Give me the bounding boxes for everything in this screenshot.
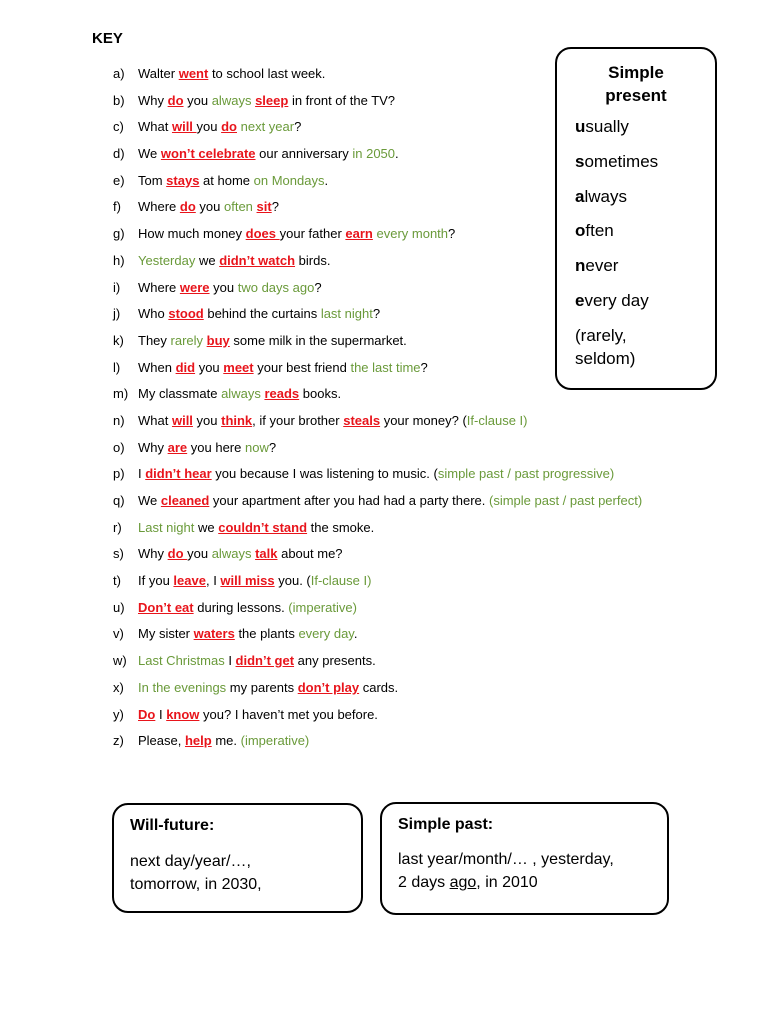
item-sentence	[138, 117, 301, 137]
item-sentence	[138, 358, 428, 378]
answer-verb: sleep	[255, 92, 289, 108]
sentence-text: you. (	[274, 573, 311, 589]
item-sentence	[138, 384, 341, 404]
frequency-word	[575, 185, 658, 220]
answer-verb: will	[171, 412, 193, 428]
item-sentence	[138, 251, 330, 271]
sentence-text: we	[194, 519, 219, 535]
will-future-title: Will-future:	[130, 817, 215, 834]
answer-verb: will	[171, 119, 197, 135]
sentence-text: you	[183, 92, 212, 108]
item-sentence	[138, 331, 407, 351]
simple-past-box	[380, 802, 669, 915]
frequency-word-initial: u	[575, 117, 586, 136]
item-sentence	[138, 544, 343, 564]
frequency-word	[575, 289, 658, 324]
frequency-word-list	[575, 115, 658, 324]
sentence-text: If you	[138, 573, 174, 589]
answer-verb: does	[245, 226, 280, 242]
answer-verb: stood	[168, 306, 204, 322]
simple-present-title-line1: Simple	[608, 63, 664, 82]
answer-verb: Do	[138, 706, 156, 722]
sentence-text: we	[195, 252, 220, 268]
sentence-text: ?	[448, 226, 456, 242]
item-letter: s)	[113, 546, 124, 562]
simple-present-title-line2: present	[605, 86, 667, 105]
answer-verb: won’t celebrate	[160, 146, 256, 162]
sentence-text: you	[196, 119, 222, 135]
sentence-text: Walter	[138, 66, 179, 81]
sentence-text: , I	[205, 573, 221, 589]
answer-verb: meet	[223, 359, 254, 375]
answer-verb: reads	[264, 386, 300, 402]
frequency-word	[575, 150, 658, 185]
item-letter: h)	[113, 252, 125, 268]
signal-word: (imperative)	[240, 733, 310, 749]
sentence-text: some milk in the supermarket.	[229, 332, 407, 348]
frequency-word	[575, 254, 658, 289]
frequency-word-rest: ften	[585, 221, 614, 241]
sentence-text: you because I was listening to music. (	[211, 466, 438, 482]
signal-word: next year	[240, 119, 295, 135]
simple-present-extra-line1: (rarely,	[575, 326, 627, 345]
sentence-text: Why	[138, 92, 168, 108]
sentence-text: When	[138, 359, 176, 375]
answer-verb: talk	[255, 546, 278, 562]
signal-word: (imperative)	[288, 599, 357, 615]
sentence-text: our anniversary	[255, 146, 353, 162]
answer-verb: earn	[345, 226, 373, 242]
answer-verb: waters	[193, 626, 235, 642]
sentence-text: you	[187, 546, 212, 562]
sentence-text: any presents.	[294, 653, 376, 669]
answer-verb: do	[167, 546, 188, 562]
will-future-line2: tomorrow, in 2030,	[130, 876, 262, 893]
item-letter: g)	[113, 226, 125, 242]
answer-verb: couldn’t stand	[218, 519, 308, 535]
simple-present-title	[557, 61, 715, 107]
frequency-word-initial: o	[575, 221, 586, 241]
frequency-word-rest: very day	[584, 290, 649, 310]
signal-word: the last time	[350, 359, 421, 375]
sentence-text: We	[138, 146, 161, 162]
signal-word: In the evenings	[138, 679, 227, 695]
signal-word: on Mondays	[253, 172, 325, 188]
sentence-text: your apartment after you had had a party there.	[209, 493, 489, 508]
item-sentence	[138, 705, 378, 725]
item-sentence	[138, 171, 328, 191]
answer-verb: steals	[343, 412, 381, 428]
answer-verb: help	[184, 733, 212, 749]
sentence-text: ?	[314, 279, 322, 295]
signal-word: always	[221, 386, 261, 402]
simple-past-line1: last year/month/… , yesterday,	[398, 851, 614, 868]
answer-verb: sit	[256, 199, 272, 215]
answer-verb: went	[178, 66, 209, 81]
item-letter: r)	[113, 519, 122, 535]
item-sentence	[138, 598, 357, 618]
sentence-text: books.	[299, 386, 342, 402]
simple-past-line2-after: , in 2010	[476, 874, 538, 891]
item-letter: k)	[113, 332, 124, 348]
frequency-word	[575, 115, 658, 150]
sentence-text: I	[224, 653, 236, 669]
signal-word: Last night	[138, 519, 195, 535]
sentence-text: to school last week.	[208, 66, 326, 81]
item-letter: u)	[113, 599, 125, 615]
answer-verb: are	[167, 439, 188, 455]
answer-verb: were	[179, 279, 210, 295]
sentence-text: you	[192, 412, 222, 428]
item-sentence	[138, 651, 376, 671]
answer-verb: know	[166, 706, 200, 722]
sentence-text: Tom	[138, 172, 167, 188]
answer-verb: leave	[173, 573, 206, 589]
item-sentence	[138, 491, 642, 511]
sentence-text: you	[195, 359, 224, 375]
item-letter: j)	[113, 306, 121, 322]
sentence-text: my parents	[226, 679, 298, 695]
answer-verb: Don’t eat	[138, 599, 194, 615]
signal-word: If-clause I)	[466, 412, 528, 428]
signal-word: every day	[298, 626, 354, 642]
sentence-text: you	[195, 199, 224, 215]
simple-past-line2	[398, 871, 538, 894]
frequency-word-initial: n	[575, 256, 586, 276]
frequency-word-rest: ever	[585, 256, 619, 276]
signal-word: two days ago	[237, 279, 315, 295]
frequency-word-initial: a	[575, 186, 585, 206]
sentence-text: the smoke.	[307, 519, 375, 535]
answer-verb: didn’t watch	[219, 252, 296, 268]
signal-word: in 2050	[352, 146, 396, 162]
item-sentence	[138, 91, 395, 111]
item-letter: n)	[113, 412, 125, 428]
item-sentence	[138, 304, 380, 324]
signal-word: simple past / past progressive)	[437, 466, 615, 482]
item-letter: y)	[113, 706, 124, 722]
item-letter: o)	[113, 439, 125, 455]
simple-past-underlined-word: ago	[449, 874, 477, 891]
sentence-text: They	[138, 332, 171, 348]
sentence-text: What	[138, 119, 172, 135]
will-future-line1: next day/year/…,	[130, 853, 251, 870]
answer-verb: do	[167, 92, 184, 108]
item-sentence	[138, 731, 309, 751]
signal-word: last night	[320, 306, 373, 322]
signal-word: now	[244, 439, 269, 455]
sentence-text: Where	[138, 199, 180, 215]
item-letter: l)	[113, 359, 121, 375]
item-letter: a)	[113, 66, 125, 81]
sentence-text: you	[209, 279, 238, 295]
answer-verb: did	[175, 359, 196, 375]
signal-word: every month	[376, 226, 449, 242]
item-letter: t)	[113, 573, 121, 589]
simple-present-box	[555, 47, 717, 390]
sentence-text: during lessons.	[193, 599, 289, 615]
sentence-text: the plants	[234, 626, 299, 642]
sentence-text: I	[155, 706, 167, 722]
sentence-text: .	[395, 146, 399, 162]
item-sentence	[138, 224, 455, 244]
frequency-word-rest: sually	[585, 117, 629, 136]
frequency-word-initial: e	[575, 290, 585, 310]
simple-past-line2-before: 2 days	[398, 874, 450, 891]
simple-present-extra-line2: seldom)	[575, 349, 636, 368]
signal-word: (simple past / past perfect)	[488, 493, 643, 508]
frequency-word-initial: s	[575, 151, 585, 171]
sentence-text: your father	[279, 226, 346, 242]
item-sentence	[138, 518, 374, 538]
item-letter: d)	[113, 146, 125, 162]
signal-word: Last Christmas	[138, 653, 225, 669]
item-letter: f)	[113, 199, 121, 215]
signal-word: If-clause I)	[310, 573, 372, 589]
sentence-text: behind the curtains	[203, 306, 321, 322]
item-sentence	[138, 571, 371, 591]
sentence-text: ?	[420, 359, 428, 375]
sentence-text: My classmate	[138, 386, 222, 402]
sentence-text: .	[324, 172, 329, 188]
sentence-text: Where	[138, 279, 180, 295]
sentence-text: your money? (	[380, 412, 467, 428]
simple-past-title: Simple past:	[398, 816, 494, 833]
item-sentence	[138, 464, 614, 484]
answer-verb: do	[221, 119, 237, 135]
sentence-text: your best friend	[253, 359, 351, 375]
sentence-text: How much money	[138, 226, 246, 242]
sentence-text: cards.	[359, 679, 399, 695]
signal-word: always	[211, 92, 252, 108]
item-sentence	[138, 624, 357, 644]
sentence-text: ?	[372, 306, 381, 322]
sentence-text: My sister	[138, 626, 194, 642]
page-title: KEY	[92, 30, 123, 47]
signal-word: often	[223, 199, 253, 215]
sentence-text: ?	[271, 199, 279, 215]
frequency-word	[575, 219, 658, 254]
item-letter: w)	[113, 653, 127, 669]
item-sentence	[138, 438, 276, 458]
sentence-text: , if your brother	[252, 412, 344, 428]
sentence-text: Why	[138, 546, 168, 562]
sentence-text: you here	[187, 439, 245, 455]
item-sentence	[138, 144, 399, 164]
answer-verb: buy	[206, 332, 230, 348]
signal-word: always	[211, 546, 252, 562]
signal-word: Yesterday	[138, 252, 196, 268]
will-future-box	[112, 803, 363, 913]
sentence-text: Why	[138, 439, 168, 455]
sentence-text: .	[353, 626, 358, 642]
item-letter: b)	[113, 92, 125, 108]
item-sentence	[138, 411, 527, 431]
sentence-text: me.	[211, 733, 241, 749]
answer-verb: will miss	[220, 573, 275, 589]
sentence-text: at home	[199, 172, 254, 188]
item-sentence	[138, 278, 322, 298]
item-letter: e)	[113, 172, 125, 188]
sentence-text: Who	[138, 306, 169, 322]
sentence-text: you? I haven’t met you before.	[199, 706, 378, 722]
sentence-text: What	[138, 412, 172, 428]
item-letter: p)	[113, 466, 125, 482]
item-sentence	[138, 678, 398, 698]
answer-verb: cleaned	[160, 493, 210, 508]
answer-verb: do	[179, 199, 196, 215]
item-sentence	[138, 197, 279, 217]
item-letter: v)	[113, 626, 124, 642]
answer-verb: think	[221, 412, 253, 428]
sentence-text: We	[138, 493, 161, 508]
item-letter: q)	[113, 493, 125, 508]
item-letter: z)	[113, 733, 124, 749]
frequency-word-rest: lways	[584, 186, 627, 206]
sentence-text: about me?	[277, 546, 343, 562]
answer-verb: didn’t hear	[145, 466, 212, 482]
item-letter: i)	[113, 279, 121, 295]
item-letter: c)	[113, 119, 124, 135]
simple-present-extra	[575, 324, 635, 370]
sentence-text: ?	[268, 439, 277, 455]
answer-verb: didn’t get	[235, 653, 295, 669]
answer-verb: stays	[166, 172, 200, 188]
item-letter: x)	[113, 679, 124, 695]
sentence-text: I	[138, 466, 146, 482]
signal-word: rarely	[170, 332, 204, 348]
sentence-text: ?	[294, 119, 302, 135]
item-sentence	[138, 64, 325, 84]
sentence-text: Please,	[138, 733, 185, 749]
sentence-text: in front of the TV?	[288, 92, 396, 108]
sentence-text: birds.	[295, 252, 331, 268]
item-letter: m)	[113, 386, 129, 402]
frequency-word-rest: ometimes	[584, 151, 659, 171]
answer-verb: don’t play	[297, 679, 360, 695]
